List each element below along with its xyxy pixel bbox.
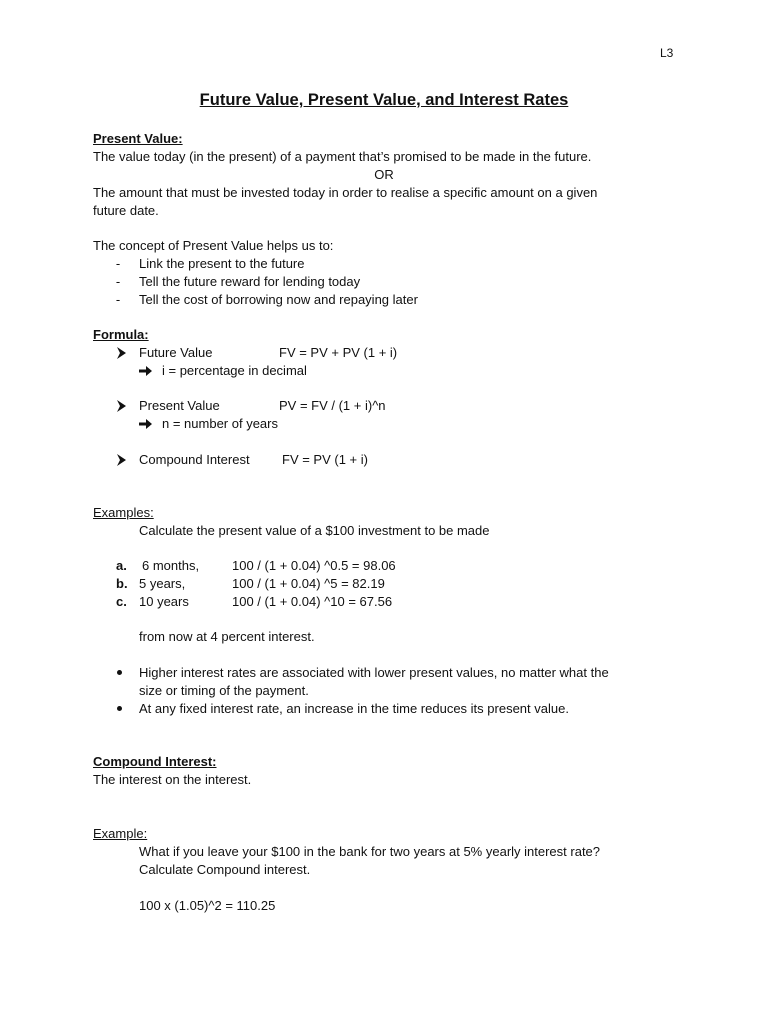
example-answer: 100 x (1.05)^2 = 110.25 [139,898,276,913]
present-value-definition-2-line-1: The amount that must be invested today in order to realise a specific amount on a given [93,185,598,200]
examples-heading: Examples: [93,505,154,520]
example-row-calc: 100 / (1 + 0.04) ^10 = 67.56 [232,594,393,609]
chevron-bullet-icon [116,400,127,412]
chevron-bullet-icon [116,347,127,359]
dash-marker: - [115,274,121,289]
compound-interest-definition: The interest on the interest. [93,772,252,787]
concept-item: Link the present to the future [139,256,305,271]
formula-expression: FV = PV + PV (1 + i) [279,345,398,360]
example-question-line-1: What if you leave your $100 in the bank for two years at 5% yearly interest rate? [139,844,601,859]
formula-name: Compound Interest [139,452,250,467]
concept-item: Tell the cost of borrowing now and repaying later [139,292,418,307]
example-row-label: a. [116,558,127,573]
example-question-line-2: Calculate Compound interest. [139,862,311,877]
example-row-calc: 100 / (1 + 0.04) ^0.5 = 98.06 [232,558,396,573]
or-separator: OR [374,167,394,182]
examples-intro: Calculate the present value of a $100 investment to be made [139,523,490,538]
example-row-period: 10 years [139,594,189,609]
formula-expression: PV = FV / (1 + i)^n [279,398,386,413]
formula-heading: Formula: [93,327,149,342]
example-row-period: 5 years, [139,576,186,591]
formula-note: i = percentage in decimal [162,363,307,378]
bullet-dot-icon [117,706,122,711]
bullet-text-line: At any fixed interest rate, an increase in the time reduces its present value. [139,701,569,716]
bullet-text-line: Higher interest rates are associated with lower present values, no matter what the [139,665,609,680]
arrow-right-icon [139,418,152,430]
concept-intro: The concept of Present Value helps us to: [93,238,334,253]
bullet-dot-icon [117,670,122,675]
dash-marker: - [115,292,121,307]
present-value-definition-1: The value today (in the present) of a payment that’s promised to be made in the future. [93,149,592,164]
present-value-definition-2-line-2: future date. [93,203,159,218]
example-row-label: c. [116,594,127,609]
example-row-label: b. [116,576,128,591]
compound-interest-heading: Compound Interest: [93,754,217,769]
concept-item: Tell the future reward for lending today [139,274,361,289]
example-heading: Example: [93,826,148,841]
present-value-heading: Present Value: [93,131,183,146]
example-row-period: 6 months, [142,558,200,573]
chevron-bullet-icon [116,454,127,466]
formula-name: Future Value [139,345,213,360]
examples-outro: from now at 4 percent interest. [139,629,315,644]
formula-name: Present Value [139,398,220,413]
formula-expression: FV = PV (1 + i) [282,452,368,467]
formula-note: n = number of years [162,416,278,431]
dash-marker: - [115,256,121,271]
arrow-right-icon [139,365,152,377]
example-row-calc: 100 / (1 + 0.04) ^5 = 82.19 [232,576,385,591]
page-title: Future Value, Present Value, and Interest Rates [199,91,569,109]
bullet-text-line: size or timing of the payment. [139,683,309,698]
page-number: L3 [660,46,674,60]
